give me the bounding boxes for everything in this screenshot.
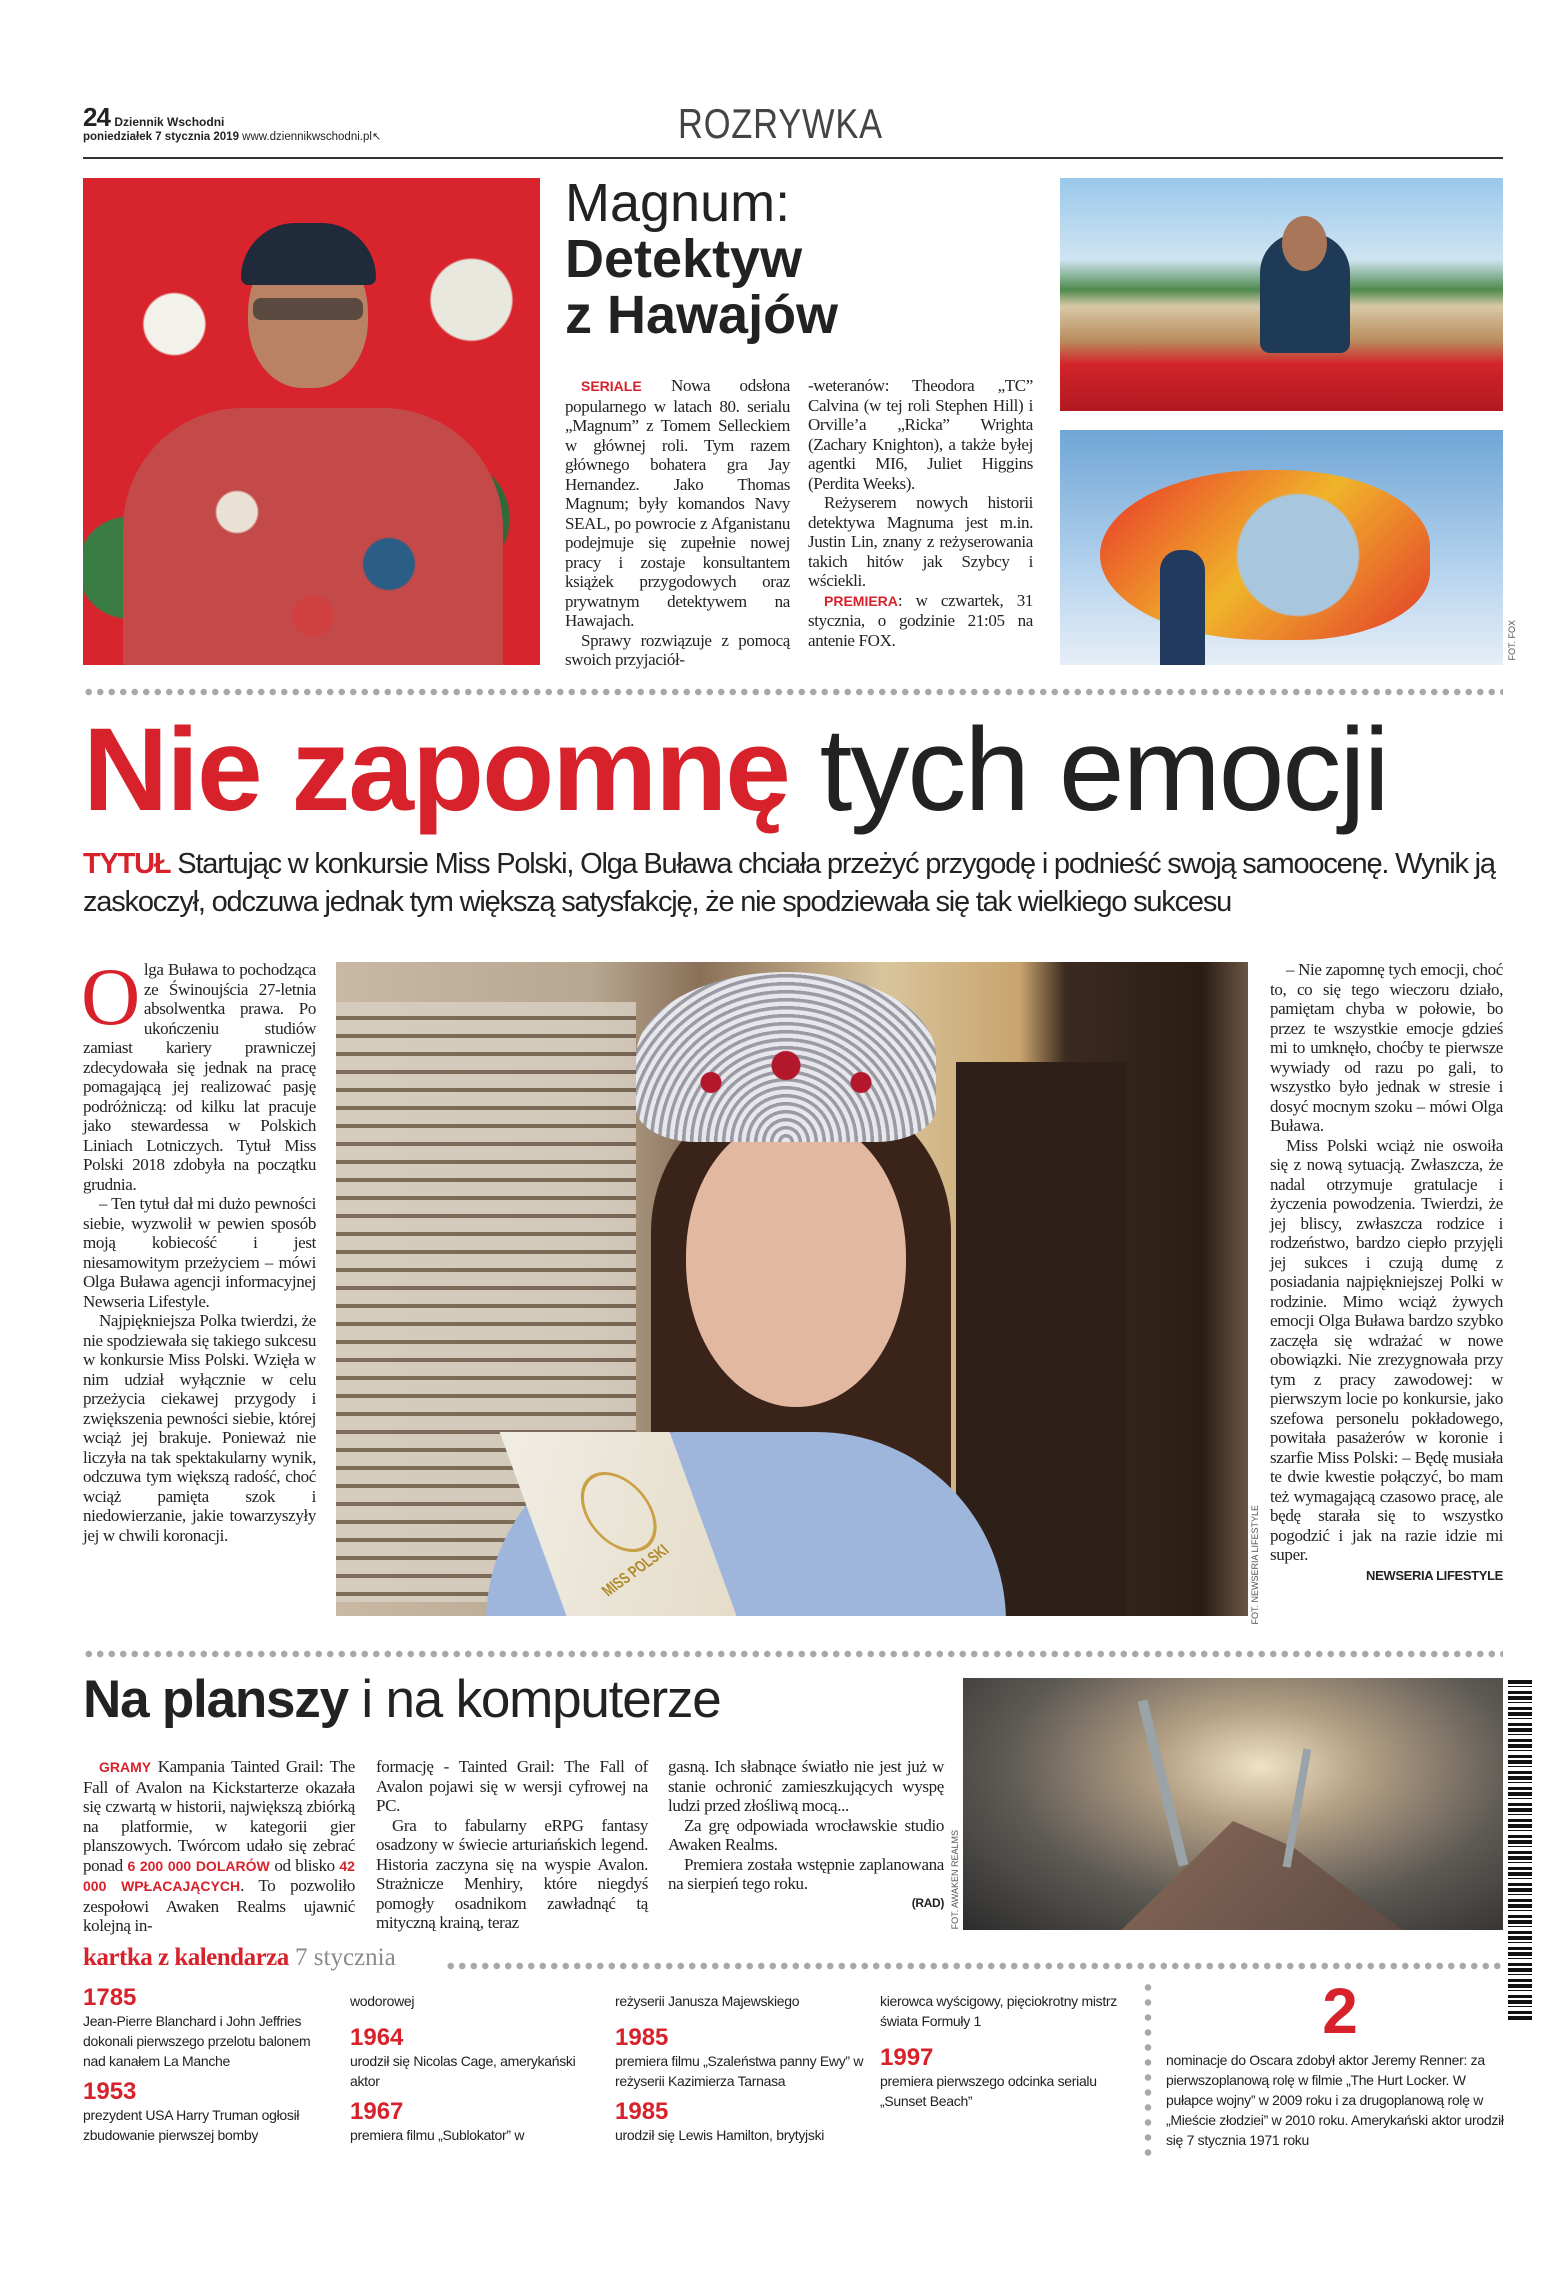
event-text: kierowca wyścigowy, pięciokrotny mistrz świata Formuły 1 — [880, 1993, 1117, 2029]
kicker-premiera: PREMIERA — [824, 592, 898, 609]
event-text: premiera filmu „Sublokator” w — [350, 2127, 525, 2143]
barcode — [1508, 1680, 1532, 2020]
website-link[interactable]: www.dziennikwschodni.pl — [242, 131, 372, 143]
calendar-column-4 — [880, 1985, 1130, 2111]
paragraph: gasną. Ich słabnące światło nie jest już w stanie ochronić zamieszkujących wyspę ludzi przed złośliwą mocą... — [668, 1757, 944, 1815]
crown-icon — [636, 972, 936, 1142]
fact-text: nominacje do Oscara zdobył aktor Jeremy Renner: za pierwszoplanową rolę w filmie „The Hurt Locker. W pułapce wojny” w 2009 roku i za drugoplanową rolę w „Mieście złodziei” w 2010 roku. Amerykański aktor urodził się 7 stycznia 1971 roku — [1166, 2052, 1504, 2148]
photo-credit-awaken: FOT. AWAKEN REALMS — [950, 1830, 960, 1930]
sword-icon — [1283, 1748, 1312, 1868]
event-text: urodził się Nicolas Cage, amerykański aktor — [350, 2053, 576, 2089]
calendar-entry — [83, 2079, 333, 2145]
sash-text: MISS POLSKI — [597, 1540, 673, 1600]
game-column-3 — [668, 1757, 944, 1913]
event-text: premiera pierwszego odcinka serialu „Sunset Beach” — [880, 2073, 1097, 2109]
magnum-title-line3: z Hawajów — [565, 285, 839, 345]
cap — [241, 223, 376, 285]
magnum-title-line1: Magnum: — [565, 173, 791, 233]
headline-black: tych emocji — [819, 704, 1388, 836]
amount-backers: 42 000 WPŁACAJĄCYCH — [83, 1857, 355, 1894]
year: 1953 — [83, 2078, 137, 2105]
sunglasses — [253, 298, 363, 320]
kicker-gramy: GRAMY — [99, 1759, 152, 1775]
cursor-icon: ↖ — [371, 131, 382, 143]
man-standing — [1160, 550, 1205, 665]
page-number: 24 — [83, 102, 110, 132]
paragraph: Nowa odsłona popularnego w latach 80. serialu „Magnum” z Tomem Selleckiem w głównej roli. Tym razem głównego bohatera gra Jay Hernandez. Jako Thomas Magnum; były komandos Navy SEAL, po powrocie z Afganistanu podejmuje się zupełnie nowej pracy i zostaje konsultantem książek przygodowych oraz prywatnym detektywem na Hawajach. — [565, 376, 790, 630]
paragraph: Miss Polski wciąż nie oswoiła się z nową sytuacją. Zwłaszcza, że nadal otrzymuje gratulacje i życzenia powodzenia. Twierdzi, że jej bliscy, zwłaszcza rodzice i rodzeństwo, bardzo ciepło przyjęli jej sukces i czują dumę z posiadania najpiękniejszej Polki w rodzinie. Mimo wciąż żywych emocji Olga Buława bardzo szybko zaczęła się wdrażać w nowe obowiązki. Nie zrezygnowała przy tym z pracy zawodowej: w pierwszym locie po konkursie, jako szefowa personelu pokładowego, powitała pasażerów w koronie i szarfie Miss Polski: – Będę musiała te dwie kwestie połączyć, bo mam też wymagającą czasowo pracę, ale będę starała się to wszystko pogodzić i jak na razie idzie mi super. — [1270, 1135, 1503, 1564]
paragraph: . To pozwoliło zespołowi Awaken Realms ujawnić kolejną in- — [83, 1876, 356, 1935]
calendar-entry — [615, 2099, 865, 2145]
calendar-column-1 — [83, 1985, 333, 2145]
magnum-portrait-photo — [83, 178, 540, 665]
section-divider — [83, 1650, 1503, 1658]
page-header — [83, 100, 1503, 158]
section-title: ROZRYWKA — [678, 100, 883, 147]
event-text: urodził się Lewis Hamilton, brytyjski — [615, 2127, 825, 2143]
calendar-column-3 — [615, 1985, 865, 2145]
calendar-divider — [445, 1962, 1505, 1970]
face — [686, 1117, 906, 1407]
calendar-entry — [350, 2099, 600, 2145]
year: 1785 — [83, 1984, 137, 2011]
year: 1985 — [615, 2024, 669, 2051]
paragraph: – Nie zapomnę tych emocji, choć to, co się tego wieczoru działo, pamiętam chyba w połowie, bo przez te wszystkie emocje gdzieś mi to umknęło, choćby te pierwsze wywiady od razu po gali, to wszystko było jednak w stresie i dosyć mocnym szoku – mówi Olga Buława. — [1270, 960, 1503, 1135]
event-text: premiera filmu „Szaleństwa panny Ewy” w reżyserii Kazimierza Tarnasa — [615, 2053, 864, 2089]
year: 1985 — [615, 2098, 669, 2125]
miss-headline — [83, 700, 1388, 840]
paragraph: Za grę odpowiada wrocławskie studio Awaken Realms. — [668, 1815, 944, 1854]
paragraph: lga Buława to pochodząca ze Świnoujścia 27-letnia absolwentka prawa. Po ukończeniu studiów zamiast kariery prawniczej zdecydowała się jednak na pracę pomagającą jej realizować pasję podróżniczą: od kilku lat pracuje jako stewardessa w Polskich Liniach Lotniczych. Tytuł Miss Polski 2018 zdobyła na początku grudnia. — [83, 960, 316, 1194]
miss-right-column — [1270, 960, 1503, 1585]
game-sword-photo — [963, 1678, 1503, 1930]
paragraph: -weteranów: Theodora „TC” Calvina (w tej roli Stephen Hill) i Orville’a „Ricka” Wrighta (Zachary Knighton), a także byłej agentki MI6, Juliet Higgins (Perdita Weeks). — [808, 376, 1033, 493]
sword-icon — [1138, 1699, 1189, 1866]
calendar-entry — [615, 2025, 865, 2091]
game-signature: (RAD) — [911, 1895, 944, 1910]
calendar-column-2 — [350, 1985, 600, 2145]
magnum-car-photo — [1060, 178, 1503, 411]
photo-credit-newseria: FOT. NEWSERIA LIFESTYLE — [1250, 1505, 1260, 1625]
miss-left-column — [81, 951, 316, 1545]
section-divider — [83, 688, 1503, 696]
magnum-helicopter-photo — [1060, 430, 1503, 665]
helicopter-body — [1100, 470, 1430, 640]
amount-dollars: 6 200 000 DOLARÓW — [127, 1857, 270, 1874]
magnum-title-line2: Detektyw — [565, 229, 803, 289]
paragraph: formację - Tainted Grail: The Fall of Avalon pojawi się w wersji cyfrowej na PC. — [376, 1757, 648, 1815]
calendar-entry — [880, 2045, 1130, 2111]
sash-emblem — [569, 1472, 668, 1552]
magnum-headline — [565, 175, 838, 343]
event-text: prezydent USA Harry Truman ogłosił zbudowanie pierwszej bomby — [83, 2107, 300, 2143]
year: 1964 — [350, 2024, 404, 2051]
headline-red: Nie zapomnę — [83, 704, 789, 836]
calendar-heading — [83, 1944, 396, 1972]
miss-signature: NEWSERIA LIFESTYLE — [1366, 1567, 1503, 1583]
lead-kicker: TYTUŁ — [83, 848, 171, 880]
magnum-column-1 — [565, 376, 790, 670]
headline-rest: i na komputerze — [361, 1670, 721, 1729]
mountain — [1113, 1808, 1413, 1930]
calendar-entry — [83, 1985, 333, 2071]
paragraph: od blisko — [274, 1855, 335, 1875]
paragraph: Kampania Tainted Grail: The Fall of Avalon na Kickstarterze okazała się czwartą w historii, największą zbiórką na platformie, w kategorii gier planszowych. Twórcom udało się zebrać ponad — [83, 1757, 355, 1875]
paragraph: Najpiękniejsza Polka twierdzi, że nie spodziewała się takiego sukcesu w konkursie Miss Polski. Wzięła w nim udział wyłącznie w celu przeżycia ciekawej przygody i zwiększenia pewności siebie, której wciąż jej brakuje. Ponieważ nie liczyła na tak spektakularny wynik, odczuwa tym większą radość, choć wciąż pamięta szok i niedowierzanie, jakie towarzyszyły jej w chwili koronacji. — [83, 1311, 316, 1545]
event-text: Jean-Pierre Blanchard i John Jeffries dokonali pierwszego przelotu balonem nad kanałem La Manche — [83, 2013, 311, 2069]
game-column-1 — [83, 1757, 355, 1936]
headline-bold: Na planszy — [83, 1670, 348, 1729]
year: 1997 — [880, 2044, 934, 2071]
magnum-column-2 — [808, 376, 1033, 650]
photo-credit-fox: FOT. FOX — [1507, 620, 1517, 661]
fact-number: 2 — [1322, 1975, 1358, 2047]
calendar-vertical-divider — [1144, 1980, 1152, 2160]
paragraph: – Ten tytuł dał mi dużo pewności siebie, wyzwolił w pewien sposób moją kobiecość i jest niesamowitym przeżyciem – mówi Olga Buława agencji informacyjnej Newseria Lifestyle. — [83, 1194, 316, 1311]
game-headline — [83, 1668, 721, 1732]
paragraph: Premiera została wstępnie zaplanowana na sierpień tego roku. — [668, 1854, 944, 1893]
kicker-seriale: SERIALE — [581, 378, 642, 394]
shirt — [123, 408, 503, 665]
year: 1967 — [350, 2098, 404, 2125]
paragraph: Gra to fabularny eRPG fantasy osadzony w świecie arturiańskich legend. Historia zaczyna się na wyspie Avalon. Strażnicze Menhiry, które niegdyś pomogły osadnikom zawładnąć tą mityczną krainą, teraz — [376, 1815, 648, 1932]
calendar-title: kartka z kalendarza — [83, 1944, 289, 1971]
paper-name: Dziennik Wschodni — [114, 115, 225, 129]
paragraph: Sprawy rozwiązuje z pomocą swoich przyjaciół- — [565, 630, 790, 669]
event-text: reżyserii Janusza Majewskiego — [615, 1993, 800, 2009]
miss-lead — [83, 845, 1503, 921]
game-column-2 — [376, 1757, 648, 1933]
paragraph: : w czwartek, 31 stycznia, o godzinie 21:05 na antenie FOX. — [808, 590, 1033, 650]
issue-date: poniedziałek 7 stycznia 2019 — [83, 131, 239, 143]
event-text: wodorowej — [350, 1993, 415, 2009]
paragraph: Reżyserem nowych historii detektywa Magnuma jest m.in. Justin Lin, znany z reżyserowania takich hitów jak Szybcy i wściekli. — [808, 493, 1033, 590]
calendar-entry — [350, 2025, 600, 2091]
driver-face — [1282, 216, 1327, 271]
miss-polski-photo — [336, 962, 1248, 1616]
calendar-date: 7 stycznia — [295, 1944, 396, 1971]
dropcap: O — [81, 951, 140, 1042]
lead-text: Startując w konkursie Miss Polski, Olga Buława chciała przeżyć przygodę i podnieść swoją samoocenę. Wynik ją zaskoczył, odczuwa jednak tym większą satysfakcję, że nie spodziewała się tak wielkiego sukcesu — [83, 848, 1495, 918]
header-rule — [83, 157, 1503, 159]
